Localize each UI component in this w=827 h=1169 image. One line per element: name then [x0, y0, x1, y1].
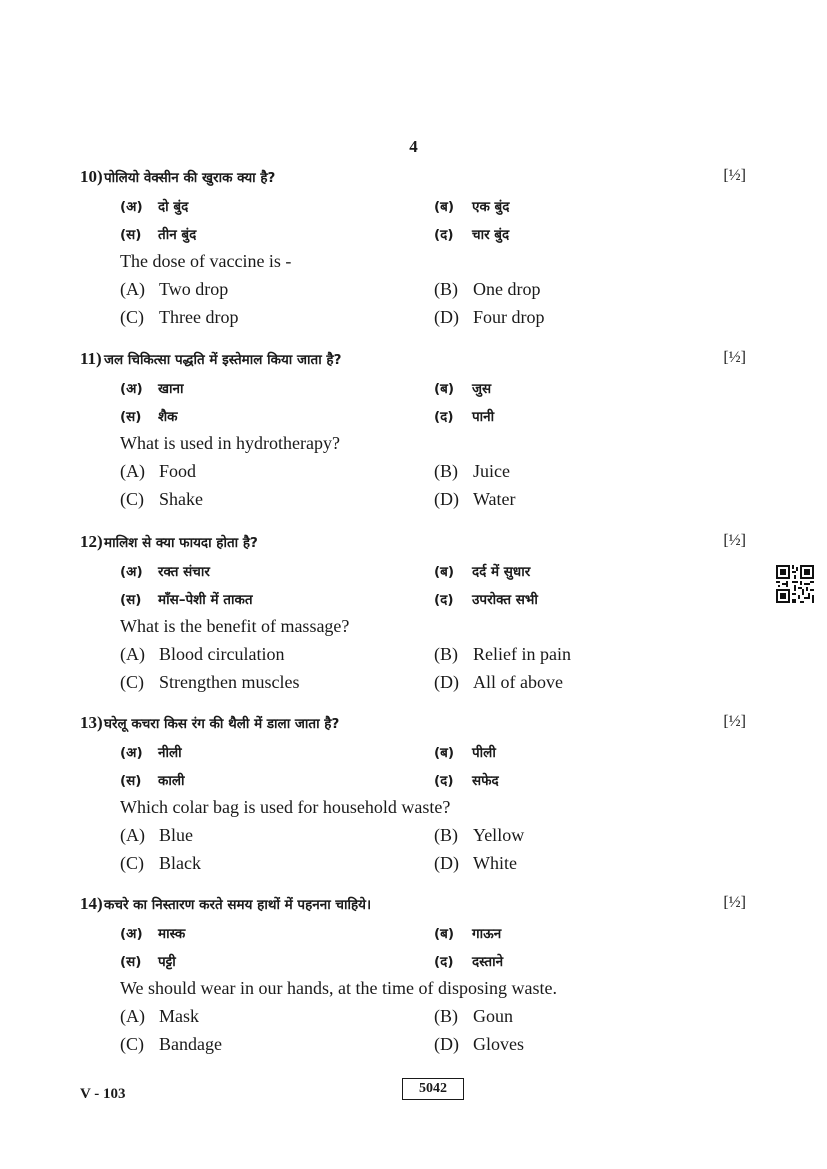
option-row	[80, 584, 746, 612]
question-marks: [½]	[723, 532, 746, 549]
hindi-option	[434, 407, 494, 425]
option-text: One drop	[473, 279, 541, 299]
option-text: Juice	[473, 461, 510, 481]
question-number: 10)	[80, 167, 103, 186]
hindi-option	[434, 743, 496, 761]
option-text: जुस	[472, 381, 492, 397]
english-option	[120, 489, 203, 510]
option-label: (C)	[120, 489, 144, 509]
question-text-hindi: कचरे का निस्तारण करते समय हाथों में पहनना चाहिये।	[104, 897, 372, 913]
english-option	[434, 825, 524, 846]
option-label: (C)	[120, 672, 144, 692]
hindi-option	[434, 590, 538, 608]
option-text: सफेद	[472, 773, 499, 789]
hindi-option	[434, 952, 503, 970]
option-row	[80, 849, 746, 877]
option-text: White	[473, 853, 517, 873]
option-row	[80, 303, 746, 331]
option-row	[80, 668, 746, 696]
option-label: (B)	[434, 1006, 458, 1026]
option-text: गाऊन	[472, 926, 502, 942]
option-text: शैक	[158, 409, 178, 425]
option-text: Blue	[159, 825, 193, 845]
english-option	[120, 1006, 199, 1027]
english-option	[434, 644, 571, 665]
option-text: उपरोक्त सभी	[472, 592, 538, 608]
option-text: Black	[159, 853, 201, 873]
hindi-option	[434, 771, 499, 789]
hindi-option	[120, 225, 196, 243]
option-row	[80, 737, 746, 765]
option-label: (अ)	[120, 564, 143, 580]
option-label: (द)	[434, 409, 454, 425]
option-row	[80, 373, 746, 401]
option-label: (द)	[434, 592, 454, 608]
option-row	[80, 946, 746, 974]
english-option	[120, 1034, 222, 1055]
option-text: Blood circulation	[159, 644, 285, 664]
question-10	[80, 163, 746, 331]
option-label: (द)	[434, 954, 454, 970]
option-label: (D)	[434, 307, 459, 327]
option-row	[80, 219, 746, 247]
option-label: (C)	[120, 853, 144, 873]
option-row	[80, 640, 746, 668]
option-label: (D)	[434, 1034, 459, 1054]
option-text: Mask	[159, 1006, 199, 1026]
question-text-english: What is the benefit of massage?	[120, 616, 350, 636]
hindi-option	[120, 562, 210, 580]
option-label: (B)	[434, 825, 458, 845]
question-header	[80, 709, 746, 737]
question-12	[80, 528, 746, 696]
question-english-line	[80, 429, 746, 457]
option-label: (ब)	[434, 381, 455, 397]
option-label: (स)	[120, 773, 142, 789]
option-label: (ब)	[434, 926, 455, 942]
option-row	[80, 1002, 746, 1030]
hindi-option	[120, 952, 176, 970]
option-label: (द)	[434, 773, 454, 789]
option-text: एक बुंद	[472, 199, 510, 215]
option-label: (D)	[434, 853, 459, 873]
option-text: Water	[473, 489, 516, 509]
option-label: (स)	[120, 409, 142, 425]
english-option	[120, 279, 228, 300]
question-marks: [½]	[723, 713, 746, 730]
option-text: Food	[159, 461, 197, 481]
english-option	[434, 489, 516, 510]
question-number: 11)	[80, 349, 102, 368]
question-text-english: The dose of vaccine is -	[120, 251, 292, 271]
option-label: (B)	[434, 279, 458, 299]
paper-code: V - 103	[80, 1086, 126, 1102]
hindi-option	[120, 590, 253, 608]
option-label: (स)	[120, 227, 142, 243]
english-option	[120, 853, 201, 874]
option-text: मास्क	[158, 926, 186, 942]
option-text: Yellow	[473, 825, 525, 845]
option-text: पट्टी	[158, 954, 176, 970]
question-header	[80, 345, 746, 373]
english-option	[120, 644, 284, 665]
option-row	[80, 191, 746, 219]
english-option	[120, 825, 193, 846]
option-text: दस्ताने	[472, 954, 504, 970]
question-header	[80, 528, 746, 556]
option-text: तीन बुंद	[158, 227, 197, 243]
question-14	[80, 890, 746, 1058]
english-option	[120, 307, 238, 328]
question-header	[80, 163, 746, 191]
question-13	[80, 709, 746, 877]
option-label: (स)	[120, 954, 142, 970]
hindi-option	[120, 924, 185, 942]
question-text-english: Which colar bag is used for household waste?	[120, 797, 451, 817]
question-text-english: We should wear in our hands, at the time of disposing waste.	[120, 978, 557, 998]
paper-number-box: 5042	[402, 1078, 464, 1100]
option-text: Gloves	[473, 1034, 524, 1054]
option-text: चार बुंद	[472, 227, 510, 243]
option-text: नीली	[158, 745, 182, 761]
option-text: Relief in pain	[473, 644, 571, 664]
option-row	[80, 457, 746, 485]
english-option	[434, 1006, 513, 1027]
question-text-english: What is used in hydrotherapy?	[120, 433, 340, 453]
english-option	[434, 853, 517, 874]
option-row	[80, 1030, 746, 1058]
hindi-option	[120, 379, 184, 397]
question-english-line	[80, 974, 746, 1002]
option-row	[80, 821, 746, 849]
question-header	[80, 890, 746, 918]
hindi-option	[434, 924, 501, 942]
hindi-option	[434, 562, 530, 580]
english-option	[434, 307, 545, 328]
option-label: (द)	[434, 227, 454, 243]
question-number: 14)	[80, 894, 103, 913]
option-row	[80, 485, 746, 513]
hindi-option	[120, 771, 185, 789]
question-english-line	[80, 247, 746, 275]
hindi-option	[120, 743, 182, 761]
option-label: (C)	[120, 307, 144, 327]
question-text-hindi: मालिश से क्या फायदा होता है?	[104, 535, 258, 551]
question-text-hindi: घरेलू कचरा किस रंग की थैली में डाला जाता है?	[104, 716, 340, 732]
english-option	[120, 461, 196, 482]
option-label: (A)	[120, 461, 145, 481]
question-english-line	[80, 793, 746, 821]
hindi-option	[434, 197, 509, 215]
option-label: (A)	[120, 279, 145, 299]
hindi-option	[120, 407, 178, 425]
option-label: (अ)	[120, 926, 143, 942]
option-label: (स)	[120, 592, 142, 608]
option-label: (B)	[434, 461, 458, 481]
option-label: (अ)	[120, 745, 143, 761]
hindi-option	[434, 379, 491, 397]
english-option	[120, 672, 299, 693]
option-text: काली	[158, 773, 185, 789]
question-11	[80, 345, 746, 513]
option-row	[80, 765, 746, 793]
option-label: (अ)	[120, 381, 143, 397]
option-text: दो बुंद	[158, 199, 189, 215]
option-label: (A)	[120, 1006, 145, 1026]
option-row	[80, 275, 746, 303]
option-label: (B)	[434, 644, 458, 664]
option-text: Shake	[159, 489, 203, 509]
option-text: खाना	[158, 381, 184, 397]
question-text-hindi: जल चिकित्सा पद्धति में इस्तेमाल किया जाता है?	[104, 352, 342, 368]
option-label: (A)	[120, 825, 145, 845]
option-row	[80, 918, 746, 946]
option-text: रक्त संचार	[158, 564, 210, 580]
option-text: पीली	[472, 745, 496, 761]
option-text: All of above	[473, 672, 563, 692]
english-option	[434, 279, 540, 300]
option-label: (ब)	[434, 564, 455, 580]
option-text: Goun	[473, 1006, 513, 1026]
option-label: (अ)	[120, 199, 143, 215]
option-text: दर्द में सुधार	[472, 564, 531, 580]
qr-code-icon	[776, 565, 814, 603]
english-option	[434, 672, 563, 693]
question-marks: [½]	[723, 894, 746, 911]
page-number: 4	[409, 137, 418, 156]
english-option	[434, 1034, 524, 1055]
option-label: (ब)	[434, 199, 455, 215]
question-english-line	[80, 612, 746, 640]
option-row	[80, 401, 746, 429]
option-text: माँस–पेशी में ताकत	[158, 592, 253, 608]
option-label: (D)	[434, 672, 459, 692]
hindi-option	[120, 197, 188, 215]
option-label: (ब)	[434, 745, 455, 761]
option-text: Bandage	[159, 1034, 222, 1054]
question-marks: [½]	[723, 167, 746, 184]
option-row	[80, 556, 746, 584]
question-marks: [½]	[723, 349, 746, 366]
hindi-option	[434, 225, 509, 243]
option-label: (A)	[120, 644, 145, 664]
option-label: (D)	[434, 489, 459, 509]
question-number: 12)	[80, 532, 103, 551]
question-text-hindi: पोलियो वेक्सीन की खुराक क्या है?	[104, 170, 276, 186]
option-label: (C)	[120, 1034, 144, 1054]
option-text: Four drop	[473, 307, 545, 327]
option-text: पानी	[472, 409, 495, 425]
option-text: Three drop	[159, 307, 239, 327]
english-option	[434, 461, 510, 482]
option-text: Strengthen muscles	[159, 672, 300, 692]
option-text: Two drop	[159, 279, 229, 299]
question-number: 13)	[80, 713, 103, 732]
